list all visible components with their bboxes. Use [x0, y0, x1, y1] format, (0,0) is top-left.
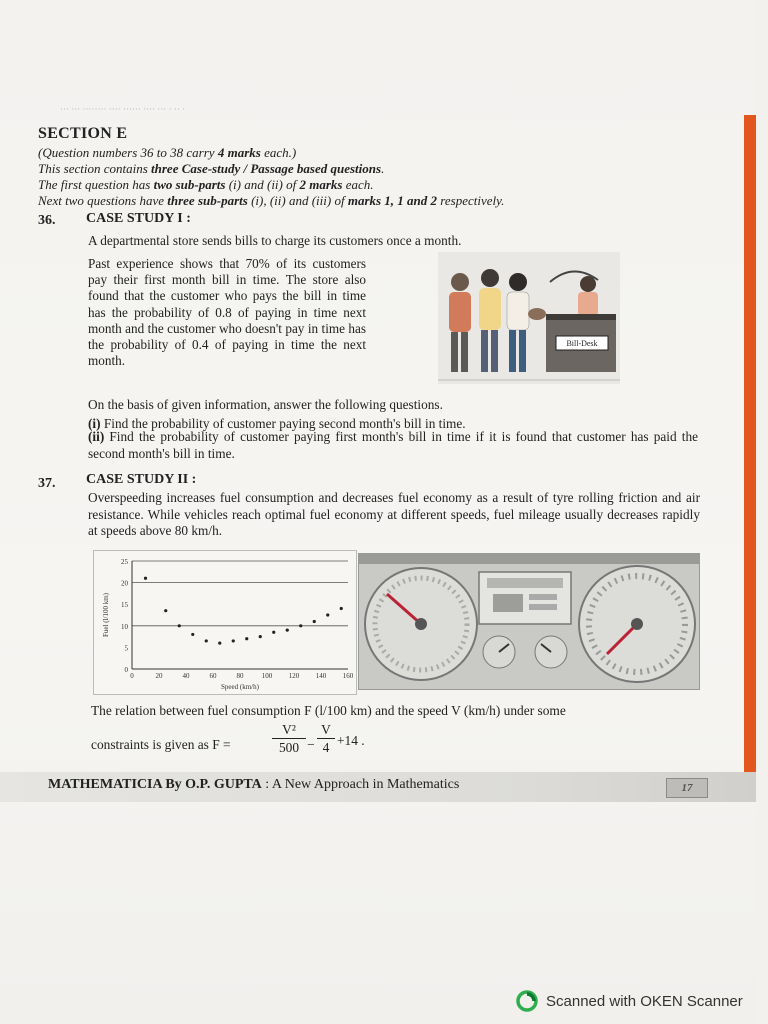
q37-relation-line: The relation between fuel consumption F (l/100 km) and the speed V (km/h) under some	[91, 703, 566, 718]
scanner-watermark	[516, 990, 743, 1012]
customers-at-bill-desk-drawing	[438, 252, 620, 384]
chart-y-tick-label: 5	[124, 644, 128, 653]
q37-body: Overspeeding increases fuel consumption and decreases fuel economy as a result of tyre rolling friction and air resistance. While vehicles reach optimal fuel economy at different speeds, fuel mileage usually decreases rapidly at speeds above 80 km/h.	[88, 490, 700, 538]
chart-x-tick-label: 60	[209, 672, 217, 680]
chart-data-point	[313, 620, 316, 623]
chart-x-tick-label: 40	[182, 672, 190, 680]
q36-intro: A departmental store sends bills to charge its customers once a month.	[88, 233, 462, 248]
section-title: SECTION E	[38, 125, 128, 142]
chart-x-tick-label: 160	[342, 672, 354, 680]
chart-x-tick-label: 20	[155, 672, 163, 680]
chart-data-point	[178, 624, 181, 627]
q36-prompt: On the basis of given information, answer the following questions.	[88, 397, 443, 412]
q36-part-2: (ii) Find the probability of customer paying first month's bill in time if it is found that customer has paid the second month's bill in time.	[88, 429, 698, 461]
chart-data-point	[272, 631, 275, 634]
q36-body: Past experience shows that 70% of its customers pay their first month bill in time. The store also found that the customer who pays the bill in time has the probability of 0.8 of paying in time next month and the customer who doesn't pay in time has the probability of 0.4 of paying in time the next month.	[88, 256, 366, 369]
section-instruction-2: This section contains three Case-study / Passage based questions.	[38, 161, 385, 176]
chart-data-point	[205, 639, 208, 642]
oken-scanner-logo-icon	[516, 990, 538, 1012]
bill-desk-illustration	[438, 252, 620, 384]
section-instruction-3: The first question has two sub-parts (i) and (ii) of 2 marks each.	[38, 177, 374, 192]
fuel-speed-scatter-plot	[94, 551, 356, 694]
formula-frac1-denominator: 500	[278, 740, 300, 755]
chart-data-point	[245, 637, 248, 640]
chart-x-axis-label: Speed (km/h)	[221, 683, 259, 691]
chart-data-point	[144, 577, 147, 580]
scanner-label: Scanned with OKEN Scanner	[546, 992, 743, 1010]
chart-data-point	[286, 629, 289, 632]
chart-y-tick-label: 10	[121, 622, 128, 631]
bill-desk-sign: Bill-Desk	[566, 339, 598, 348]
chart-data-point	[340, 607, 343, 610]
q36-number: 36.	[38, 213, 56, 228]
formula-frac2-numerator: V	[317, 722, 335, 739]
section-instruction-1: (Question numbers 36 to 38 carry 4 marks each.)	[38, 145, 297, 160]
section-instruction-4: Next two questions have three sub-parts (i), (ii) and (iii) of marks 1, 1 and 2 respectively.	[38, 193, 505, 208]
chart-data-point	[326, 613, 329, 616]
chart-x-tick-label: 120	[288, 672, 300, 680]
chart-x-tick-label: 0	[130, 672, 134, 680]
formula-frac1-numerator: V²	[272, 722, 306, 739]
fuel-speed-chart	[93, 550, 357, 695]
chart-y-tick-label: 15	[121, 601, 128, 610]
chart-data-point	[232, 639, 235, 642]
chart-y-axis-label: Fuel (l/100 km)	[102, 593, 110, 637]
page-number: 17	[666, 778, 708, 798]
chart-x-tick-label: 80	[236, 672, 244, 680]
footer-brand-line: MATHEMATICIA By O.P. GUPTA : A New Approach in Mathematics	[48, 777, 460, 792]
chart-y-tick-label: 25	[121, 558, 128, 566]
chart-data-point	[259, 635, 262, 638]
chart-data-point	[191, 633, 194, 636]
cropped-top-line: ··· ··· ········ ···· ······ ···· ··· · ·· ·	[60, 104, 186, 112]
car-dashboard-drawing	[359, 554, 699, 689]
formula-tail: +14 .	[337, 733, 365, 748]
chart-y-tick-label: 20	[121, 579, 128, 588]
q36-part-1: (i) Find the probability of customer paying second month's bill in time.	[88, 416, 466, 431]
chart-data-point	[299, 624, 302, 627]
chart-x-tick-label: 100	[261, 672, 273, 680]
formula-prefix: constraints is given as F =	[91, 737, 231, 752]
formula-frac2-denominator: 4	[322, 740, 330, 755]
formula-minus: −	[307, 737, 315, 752]
dashboard-photo	[358, 553, 700, 690]
q36-heading: CASE STUDY I :	[86, 211, 191, 226]
chart-data-point	[164, 609, 167, 612]
page-edge-strip	[744, 115, 756, 795]
chart-y-tick-label: 0	[124, 666, 128, 674]
q37-heading: CASE STUDY II :	[86, 472, 197, 487]
q37-number: 37.	[38, 476, 56, 491]
chart-data-point	[218, 641, 221, 644]
chart-x-tick-label: 140	[315, 672, 327, 680]
